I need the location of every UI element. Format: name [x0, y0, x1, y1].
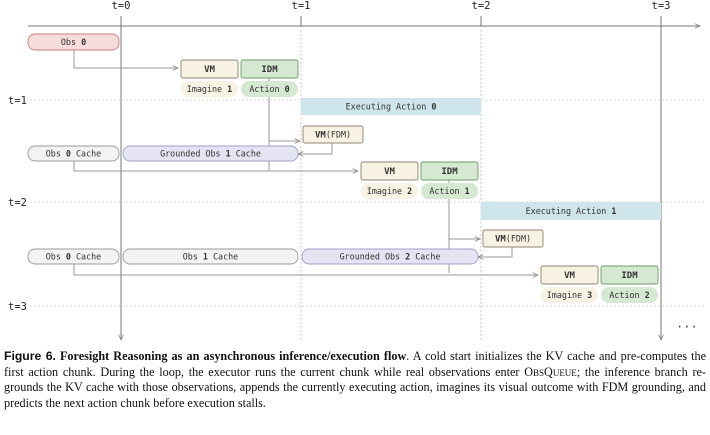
node-vm2-label: VM	[384, 167, 395, 178]
figure-caption	[4, 349, 706, 411]
connector-4	[74, 161, 358, 171]
caption-body-2: ; the inference branch re-grounds the KV cache with those observations, appends the currently executing action, imagines its visual outcome with FDM grounding, and predicts the next action chunk before execution stalls.	[4, 364, 706, 410]
node-idm3-label: IDM	[621, 271, 638, 282]
caption-queue-name: ObsQueue	[524, 364, 577, 379]
node-vm1-label: VM	[204, 65, 215, 76]
time-label-1: t=1	[291, 0, 311, 12]
row-label-1: t=2	[8, 197, 27, 209]
ellipsis: ···	[676, 320, 698, 334]
node-action0-label: Action 0	[249, 84, 290, 95]
time-label-0: t=0	[111, 0, 131, 12]
time-label-2: t=2	[471, 0, 491, 12]
row-label-2: t=3	[8, 301, 27, 313]
node-idm2-label: IDM	[441, 167, 458, 178]
node-vm3-label: VM	[564, 271, 575, 282]
row-label-0: t=1	[8, 95, 27, 107]
node-grounded2-label: Grounded Obs 2 Cache	[339, 251, 441, 262]
node-imagine3-label: Imagine 3	[546, 290, 593, 301]
node-action1-label: Action 1	[429, 186, 470, 197]
node-imagine1-label: Imagine 1	[186, 84, 233, 95]
node-idm1-label: IDM	[261, 65, 278, 76]
connector-8	[478, 247, 512, 257]
figure-label: Figure 6.	[4, 349, 56, 363]
node-obs0-label: Obs 0	[60, 37, 87, 48]
node-grounded1-label: Grounded Obs 1 Cache	[160, 148, 261, 159]
node-exec0-label: Executing Action 0	[345, 101, 437, 112]
figure-title: Foresight Reasoning as an asynchronous inference/execution flow	[59, 349, 407, 363]
caption-body-1: . A cold start initializes the KV cache and pre-computes the first action chunk. During the loop, the executor runs the current chunk while real observations enter	[4, 349, 707, 379]
node-vmfdm1-label: VM(FDM)	[314, 129, 352, 141]
node-obs0cache2-label: Obs 0 Cache	[45, 251, 102, 262]
node-action2-label: Action 2	[609, 290, 650, 301]
node-vmfdm2-label: VM(FDM)	[494, 233, 532, 245]
node-imagine2-label: Imagine 2	[366, 186, 413, 197]
connector-0	[74, 50, 178, 68]
node-exec1-label: Executing Action 1	[525, 206, 617, 217]
node-obs0cache1-label: Obs 0 Cache	[45, 148, 102, 159]
node-obs1cache-label: Obs 1 Cache	[182, 251, 239, 262]
connector-9	[74, 263, 538, 275]
time-label-3: t=3	[651, 0, 671, 12]
